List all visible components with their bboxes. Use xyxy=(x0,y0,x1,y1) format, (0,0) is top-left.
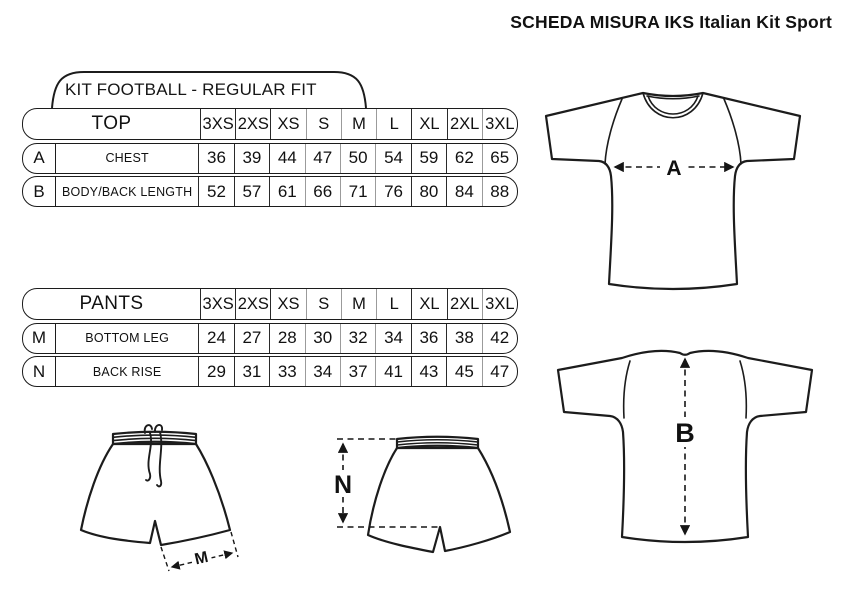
shirt-back-diagram xyxy=(540,332,830,548)
value-cell: 43 xyxy=(411,357,446,386)
value-cell: 61 xyxy=(269,177,304,206)
value-cell: 42 xyxy=(482,324,517,353)
value-cell: 62 xyxy=(446,144,481,173)
value-cell: 52 xyxy=(198,177,233,206)
value-cell: 31 xyxy=(234,357,269,386)
value-cell: 76 xyxy=(375,177,410,206)
value-cell: 47 xyxy=(482,357,517,386)
value-cell: 80 xyxy=(411,177,446,206)
value-cell: 59 xyxy=(411,144,446,173)
value-cell: 66 xyxy=(305,177,340,206)
measure-label-m: M xyxy=(193,548,210,569)
row-letter: M xyxy=(23,324,56,353)
size-header-cell: XS xyxy=(270,289,305,319)
table-row xyxy=(22,323,518,354)
table-row xyxy=(22,356,518,387)
table-title: TOP xyxy=(91,113,132,134)
value-cell: 39 xyxy=(234,144,269,173)
value-cell: 33 xyxy=(269,357,304,386)
size-header-cell: XL xyxy=(411,109,446,139)
value-cell: 34 xyxy=(375,324,410,353)
value-cell: 32 xyxy=(340,324,375,353)
table-title: PANTS xyxy=(79,293,144,314)
value-cell: 84 xyxy=(446,177,481,206)
value-cell: 34 xyxy=(305,357,340,386)
value-cell: 30 xyxy=(305,324,340,353)
size-header-cell: XS xyxy=(270,109,305,139)
pants-size-table xyxy=(22,288,518,390)
table-header-row xyxy=(22,108,518,140)
shorts-front-diagram xyxy=(60,420,300,592)
measure-label-a: A xyxy=(666,157,682,180)
size-header-cell: S xyxy=(306,109,341,139)
table-header-row xyxy=(22,288,518,320)
value-cell: 36 xyxy=(411,324,446,353)
value-cell: 41 xyxy=(375,357,410,386)
size-header-cell: 2XS xyxy=(235,109,270,139)
row-label: BACK RISE xyxy=(92,364,162,379)
size-header-cell: 2XL xyxy=(447,289,482,319)
value-cell: 45 xyxy=(446,357,481,386)
page-title: SCHEDA MISURA IKS Italian Kit Sport xyxy=(510,12,832,32)
size-header-cell: 2XS xyxy=(235,289,270,319)
size-header-cell: M xyxy=(341,109,376,139)
value-cell: 44 xyxy=(269,144,304,173)
size-header-cell: 2XL xyxy=(447,109,482,139)
size-header-cell: 3XL xyxy=(482,289,517,319)
value-cell: 37 xyxy=(340,357,375,386)
size-header-cell: L xyxy=(376,289,411,319)
top-size-table xyxy=(22,108,518,210)
shorts-back-diagram xyxy=(326,426,541,590)
size-header-cell: XL xyxy=(411,289,446,319)
size-header-cell: M xyxy=(341,289,376,319)
value-cell: 24 xyxy=(198,324,233,353)
value-cell: 28 xyxy=(269,324,304,353)
row-letter: A xyxy=(23,144,56,173)
value-cell: 47 xyxy=(305,144,340,173)
row-label: BOTTOM LEG xyxy=(85,331,170,345)
row-letter: N xyxy=(23,357,56,386)
measure-label-b: B xyxy=(675,418,695,448)
size-header-cell: L xyxy=(376,109,411,139)
shirt-front-diagram xyxy=(536,80,810,296)
row-label: BODY/BACK LENGTH xyxy=(61,184,193,199)
value-cell: 29 xyxy=(198,357,233,386)
measure-label-n: N xyxy=(333,471,353,499)
kit-tab xyxy=(51,70,367,108)
value-cell: 57 xyxy=(234,177,269,206)
tab-label: KIT FOOTBALL - REGULAR FIT xyxy=(65,80,317,99)
table-row xyxy=(22,143,518,174)
size-header-cell: 3XS xyxy=(200,289,235,319)
row-letter: B xyxy=(23,177,56,206)
table-row xyxy=(22,176,518,207)
size-header-cell: S xyxy=(306,289,341,319)
size-header-cell: 3XL xyxy=(482,109,517,139)
value-cell: 54 xyxy=(375,144,410,173)
value-cell: 88 xyxy=(482,177,517,206)
value-cell: 65 xyxy=(482,144,517,173)
size-header-cell: 3XS xyxy=(200,109,235,139)
value-cell: 27 xyxy=(234,324,269,353)
value-cell: 38 xyxy=(446,324,481,353)
row-label: CHEST xyxy=(105,151,149,165)
value-cell: 36 xyxy=(198,144,233,173)
value-cell: 71 xyxy=(340,177,375,206)
value-cell: 50 xyxy=(340,144,375,173)
